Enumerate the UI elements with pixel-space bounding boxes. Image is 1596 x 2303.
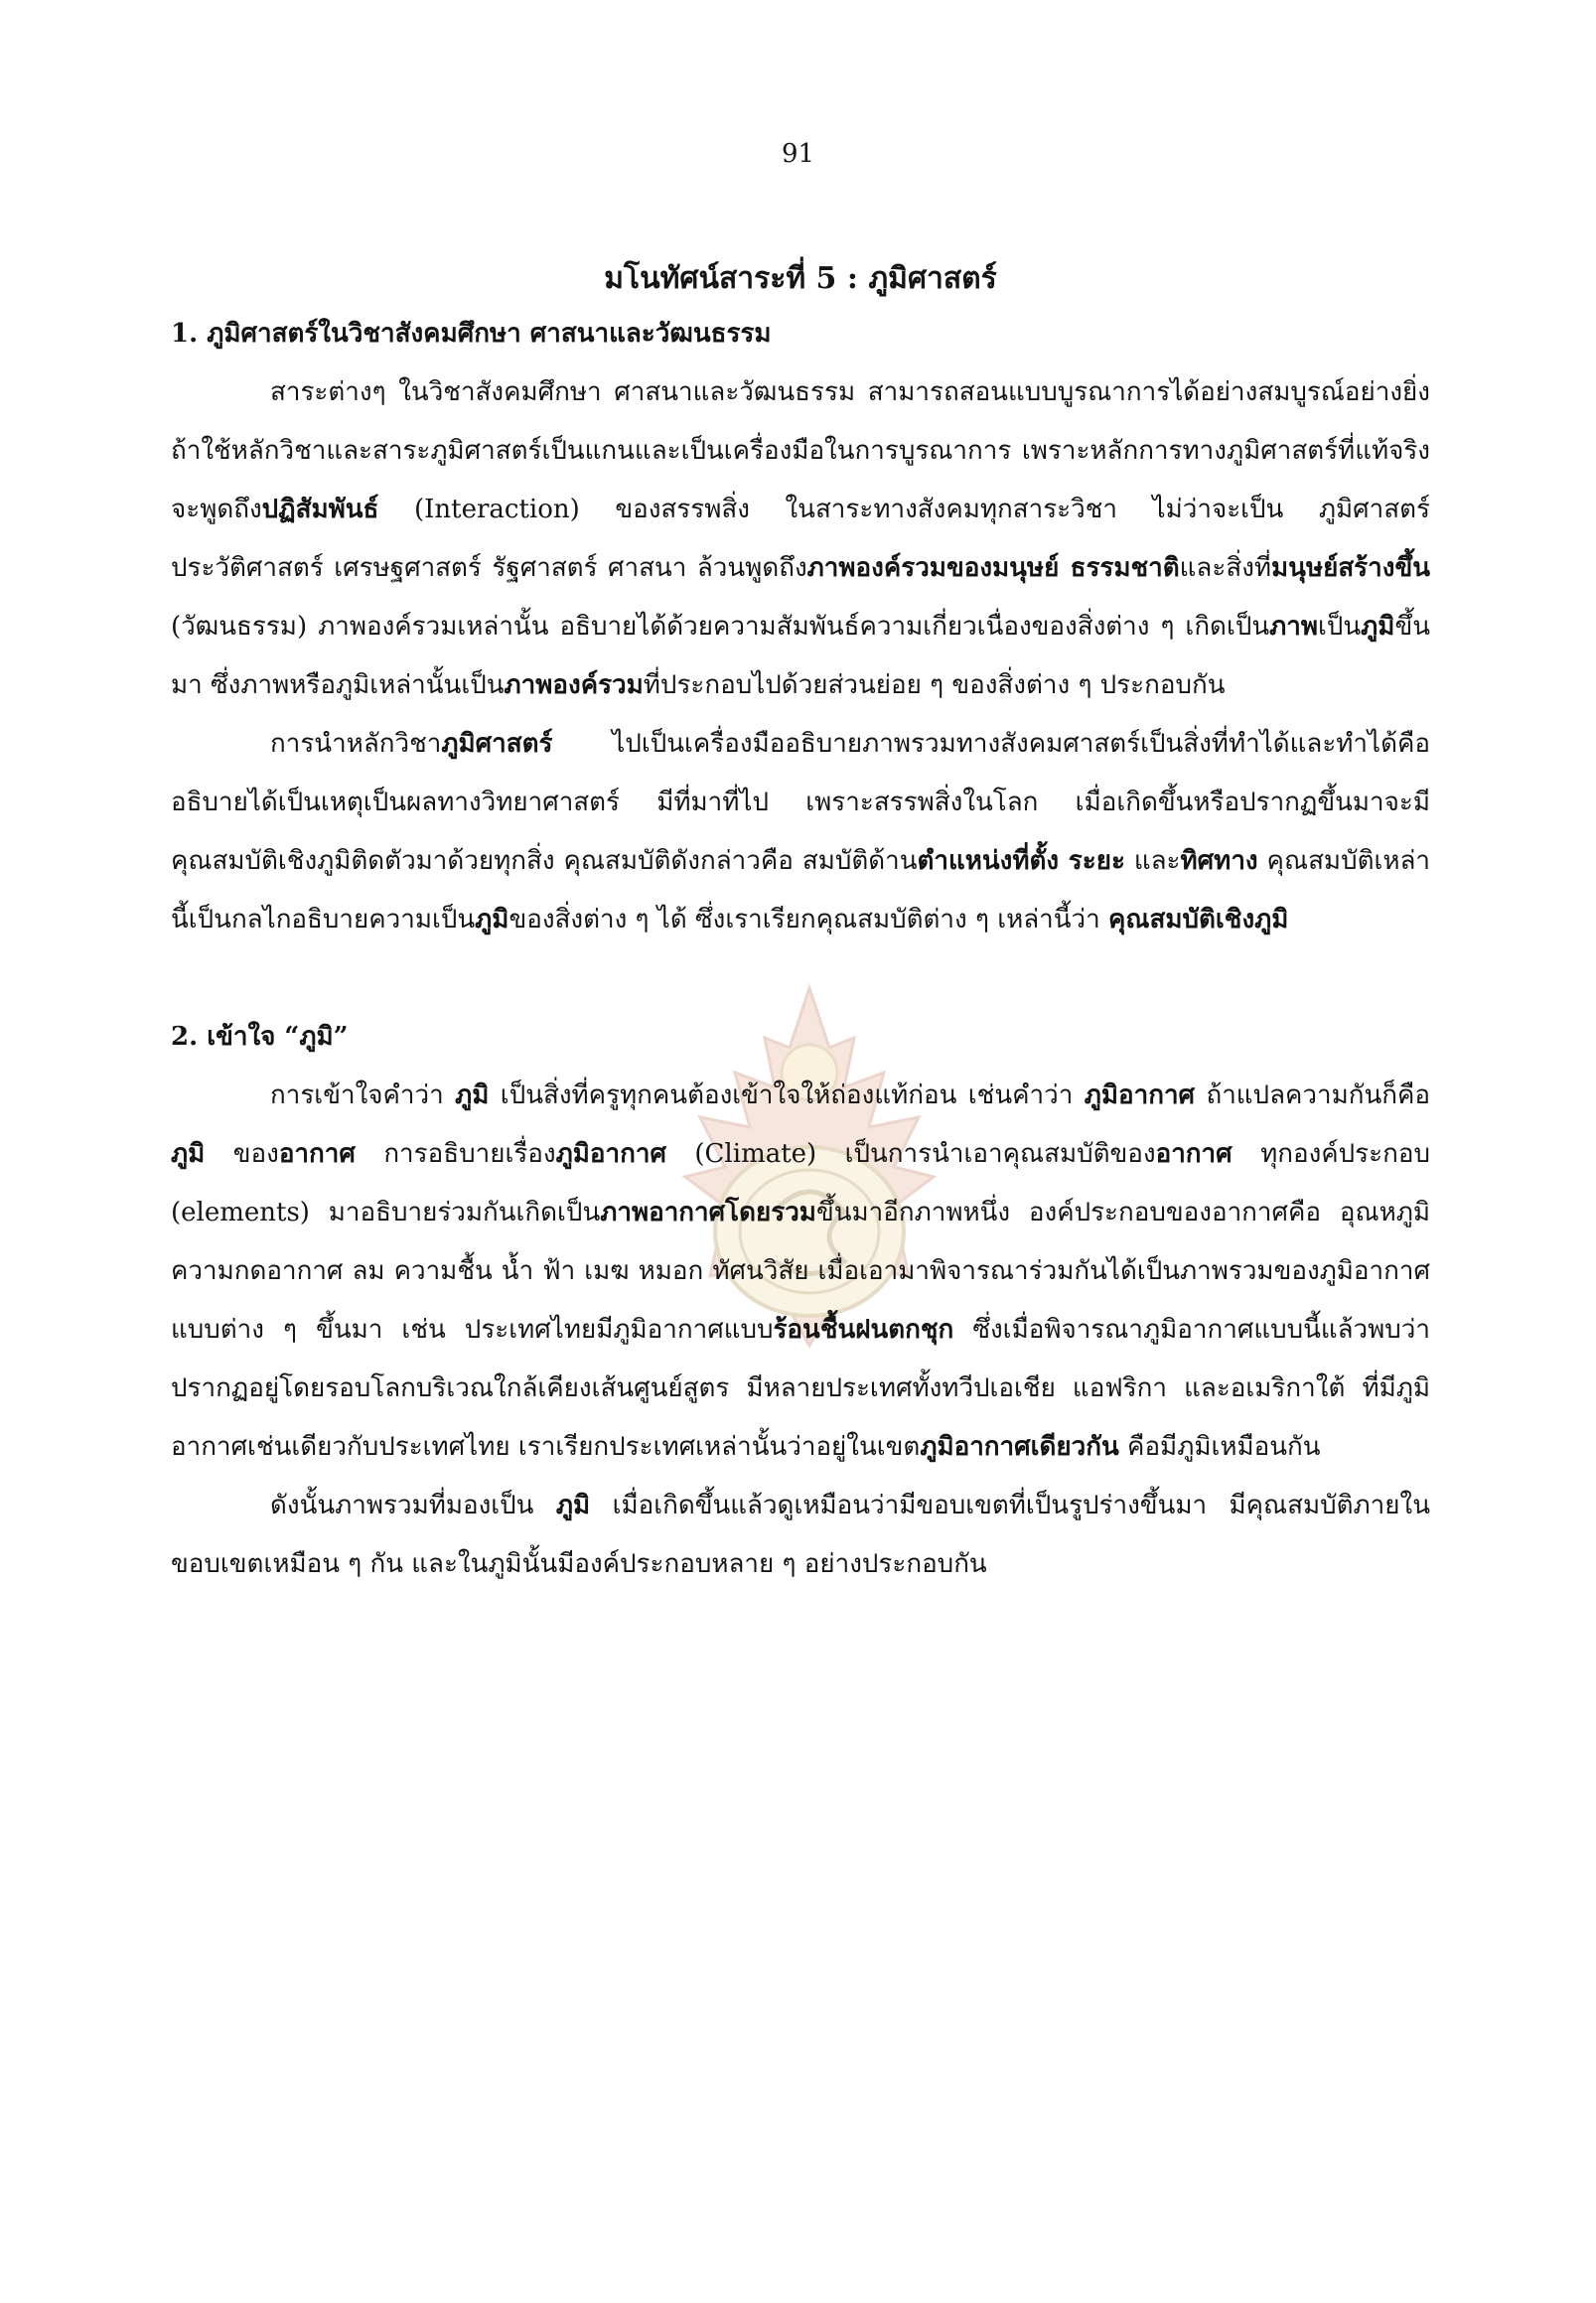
section-heading-2: 2. เข้าใจ “ภูมิ” [171,1022,349,1052]
bold-term: ภูมิ [475,905,509,935]
section-2-paragraph-1 [171,1067,1430,1477]
bold-term: ภูมิ [455,1080,490,1110]
text-run: ขึ้นมา ซึ่งภาพหรือภูมิเหล่านั้นเป็น [171,612,1430,700]
text-run: เป็นสิ่งที่ครูทุกคนต้องเข้าใจให้ถ่องแท้ก่อน เช่นคำว่า [489,1080,1085,1110]
text-run: คือมีภูมิเหมือนกัน [1118,1432,1321,1462]
section-heading-1: 1. ภูมิศาสตร์ในวิชาสังคมศึกษา ศาสนาและวัฒนธรรม [171,319,772,349]
page-number: 91 [781,139,815,169]
bold-term: ภูมิอากาศ [555,1139,666,1169]
section-spacer [171,949,1430,1008]
text-run: ของสิ่งต่าง ๆ ได้ ซึ่งเราเรียกคุณสมบัติต่าง ๆ เหล่านี้ว่า [508,905,1108,935]
bold-term: ภูมิ [555,1491,591,1520]
section-2-paragraph-2 [171,1477,1430,1594]
bold-term: อากาศ [278,1139,356,1169]
text-run: (Climate) เป็นการนำเอาคุณสมบัติของ [665,1139,1156,1169]
text-run: และ [1124,846,1181,876]
document-title: มโนทัศน์สาระที่ 5 : ภูมิศาสตร์ [604,261,997,296]
text-run: สาระต่างๆ ในวิชาสังคมศึกษา ศาสนาและวัฒนธรรม สามารถสอนแบบบูรณาการได้อย่างสมบูรณ์อย่างยิ่ง ถ้าใช้หลักวิชาและสาระภูมิศาสตร์เป็นแกนและเป็นเครื่องมือในการบูรณาการ เพราะหลักการทางภูมิศาสตร์ที่แท้จริง จะพูดถึง [171,377,1430,524]
bold-term: ตำแหน่งที่ตั้ง ระยะ [917,846,1125,876]
text-run: ถ้าแปลความกันก็คือ [1195,1080,1430,1110]
bold-term: ภาพอากาศโดยรวม [600,1198,816,1227]
text-run: เป็น [1318,612,1362,642]
bold-term: ภาพองค์รวม [504,670,644,700]
text-run: เมื่อเกิดขึ้นแล้วดูเหมือนว่ามีขอบเขตที่เป็นรูปร่างขึ้นมา มีคุณสมบัติภายในขอบเขตเหมือน ๆ กัน และในภูมินั้นมีองค์ประกอบหลาย ๆ อย่างประกอบกัน [171,1491,1430,1579]
bold-term: ร้อนชื้นฝนตกชุก [773,1315,954,1345]
text-run: ของ [205,1139,279,1169]
bold-term: ภูมิศาสตร์ [441,729,553,759]
bold-term: อากาศ [1155,1139,1233,1169]
text-run: (วัฒนธรรม) ภาพองค์รวมเหล่านั้น อธิบายได้ด้วยความสัมพันธ์ความเกี่ยวเนื่องของสิ่งต่าง ๆ เกิดเป็น [171,612,1270,642]
section-1-paragraph-2 [171,715,1430,949]
text-run: (Interaction) ของสรรพสิ่ง ในสาระทางสังคมทุกสาระวิชา ไม่ว่าจะเป็น ภูมิศาสตร์ ประวัติศาสตร์ เศรษฐศาสตร์ รัฐศาสตร์ ศาสนา ล้วนพูดถึง [171,495,1430,583]
text-run: ขึ้นมาอีกภาพหนึ่ง องค์ประกอบของอากาศคือ อุณหภูมิ ความกดอากาศ ลม ความชื้น น้ำ ฟ้า เมฆ หมอก ทัศนวิสัย เมื่อเอามาพิจารณาร่วมกันได้เป็นภาพรวมของภูมิอากาศแบบต่าง ๆ ขึ้นมา เช่น ประเทศไทยมีภูมิอากาศแบบ [171,1198,1430,1345]
bold-term: ภูมิ [1361,612,1395,642]
text-run: และสิ่งที่ [1179,553,1272,583]
bold-term: ภูมิอากาศเดียวกัน [920,1432,1119,1462]
text-run: ดังนั้นภาพรวมที่มองเป็น [270,1491,556,1520]
text-run: ทุกองค์ประกอบ (elements) มาอธิบายร่วมกันเกิดเป็น [171,1139,1430,1227]
text-run: คุณสมบัติเหล่านี้เป็นกลไกอธิบายความเป็น [171,846,1431,935]
text-run: การนำหลักวิชา [270,729,442,759]
bold-term: มนุษย์สร้างขึ้น [1271,553,1430,583]
text-run: ที่ประกอบไปด้วยส่วนย่อย ๆ ของสิ่งต่าง ๆ ประกอบกัน [643,670,1226,700]
bold-term: คุณสมบัติเชิงภูมิ [1108,905,1289,935]
text-run: การเข้าใจคำว่า [270,1080,456,1110]
text-run: ซึ่งเมื่อพิจารณาภูมิอากาศแบบนี้แล้วพบว่า ปรากฏอยู่โดยรอบโลกบริเวณใกล้เคียงเส้นศูนย์สูตร มีหลายประเทศทั้งทวีปเอเชีย แอฟริกา และอเมริกาใต้ ที่มีภูมิอากาศเช่นเดียวกับประเทศไทย เราเรียกประเทศเหล่านั้นว่าอยู่ในเขต [171,1315,1430,1462]
bold-term: ภาพ [1269,612,1318,642]
text-run: ไปเป็นเครื่องมืออธิบายภาพรวมทางสังคมศาสตร์เป็นสิ่งที่ทำได้และทำได้คืออธิบายได้เป็นเหตุเป็นผลทางวิทยาศาสตร์ มีที่มาที่ไป เพราะสรรพสิ่งในโลก เมื่อเกิดขึ้นหรือปรากฏขึ้นมาจะมีคุณสมบัติเชิงภูมิติดตัวมาด้วยทุกสิ่ง คุณสมบัติดังกล่าวคือ สมบัติด้าน [171,729,1430,876]
document-body [171,253,1430,1594]
text-run: การอธิบายเรื่อง [355,1139,556,1169]
section-1-paragraph-1 [171,363,1430,715]
bold-term: ทิศทาง [1180,846,1258,876]
bold-term: ปฏิสัมพันธ์ [261,495,379,524]
bold-term: ภาพองค์รวมของมนุษย์ ธรรมชาติ [806,553,1180,583]
bold-term: ภูมิอากาศ [1084,1080,1196,1110]
bold-term: ภูมิ [171,1139,206,1169]
